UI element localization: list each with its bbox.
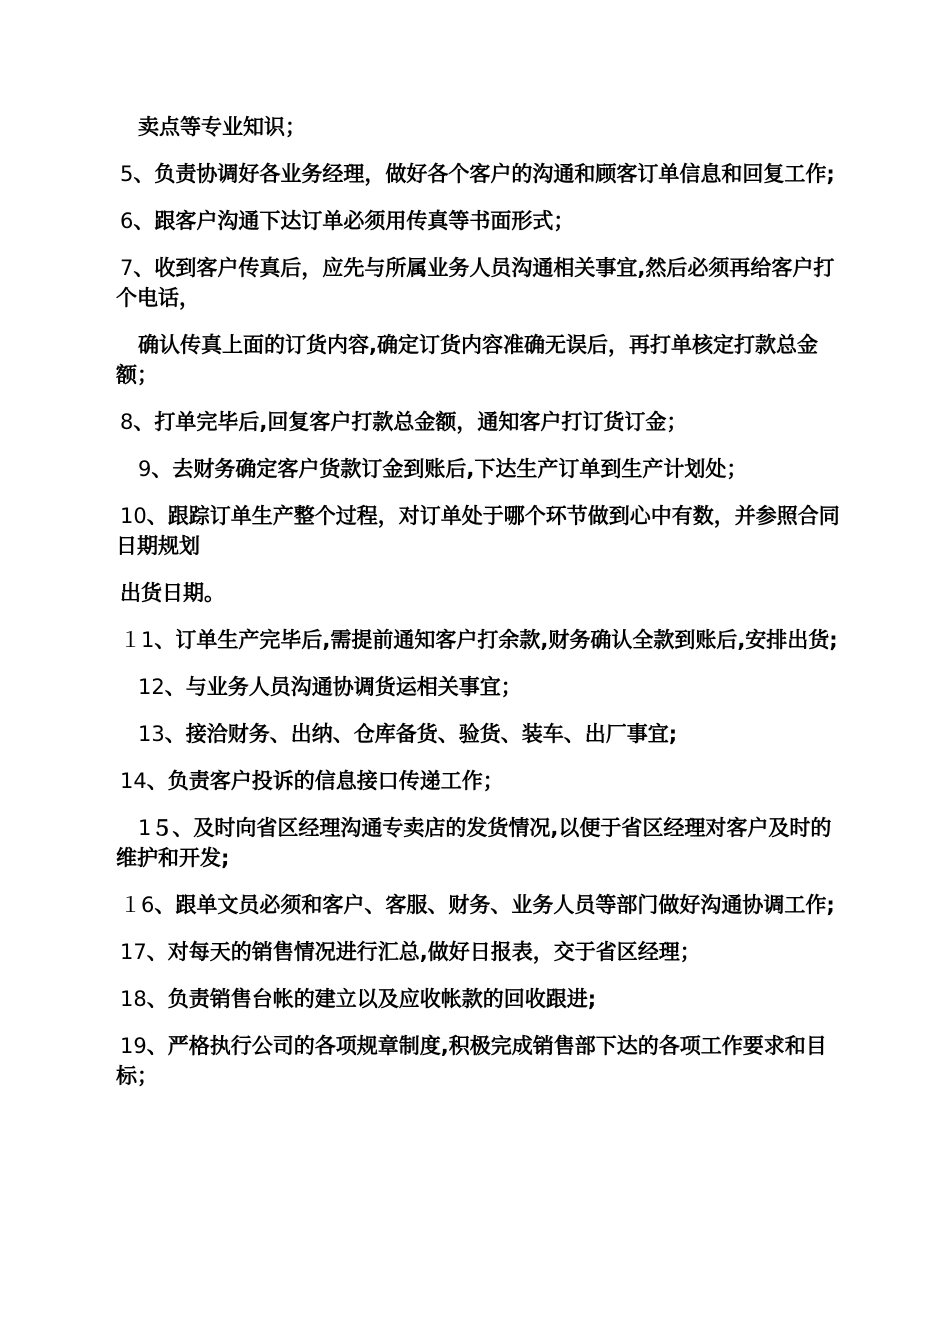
paragraph-item xyxy=(116,253,840,313)
document-body xyxy=(116,112,840,1108)
paragraph-text: 卖点等专业知识； xyxy=(138,115,306,139)
paragraph-text: 、负责客户投诉的信息接口传递工作； xyxy=(146,769,504,793)
paragraph-item xyxy=(116,206,840,236)
paragraph-item xyxy=(116,407,840,437)
paragraph-text: 、接洽财务、出纳、仓库备货、验货、装车、出厂事宜; xyxy=(164,722,678,746)
paragraph-text: 、打单完毕后,回复客户打款总金额，通知客户打订货订金； xyxy=(133,410,688,434)
paragraph-number: 5 xyxy=(120,162,134,186)
paragraph-item xyxy=(116,159,840,189)
paragraph-text: 、与业务人员沟通协调货运相关事宜； xyxy=(164,675,522,699)
paragraph-item xyxy=(116,1031,840,1091)
paragraph-text: 、负责协调好各业务经理，做好各个客户的沟通和顾客订单信息和回复工作; xyxy=(133,162,835,186)
paragraph-text: 、负责销售台帐的建立以及应收帐款的回收跟进; xyxy=(146,987,597,1011)
paragraph-item xyxy=(116,501,840,561)
paragraph-item xyxy=(116,454,840,484)
paragraph-number: 13 xyxy=(138,722,165,746)
paragraph-text: 、跟踪订单生产整个过程，对订单处于哪个环节做到心中有数，并参照合同日期规划 xyxy=(116,504,840,558)
paragraph-text: 出货日期。 xyxy=(120,581,225,605)
paragraph-number: 12 xyxy=(138,675,165,699)
paragraph-number: 8 xyxy=(120,410,134,434)
paragraph-number: １6 xyxy=(120,893,155,917)
paragraph-item xyxy=(116,112,840,142)
paragraph-number: 9 xyxy=(138,457,152,481)
paragraph-text: 、跟客户沟通下达订单必须用传真等书面形式； xyxy=(133,209,575,233)
paragraph-text: 、收到客户传真后，应先与所属业务人员沟通相关事宜,然后必须再给客户打个电话， xyxy=(116,256,835,310)
paragraph-item xyxy=(116,578,840,608)
paragraph-item xyxy=(116,890,840,920)
paragraph-item xyxy=(116,330,840,390)
paragraph-item xyxy=(116,937,840,967)
paragraph-number: 14 xyxy=(120,769,147,793)
paragraph-item xyxy=(116,766,840,796)
paragraph-text: 、订单生产完毕后,需提前通知客户打余款,财务确认全款到账后,安排出货; xyxy=(154,628,838,652)
paragraph-text: 、跟单文员必须和客户、客服、财务、业务人员等部门做好沟通协调工作; xyxy=(154,893,835,917)
paragraph-number: 6 xyxy=(120,209,134,233)
paragraph-number: 18 xyxy=(120,987,147,1011)
paragraph-text: 、对每天的销售情况进行汇总,做好日报表，交于省区经理； xyxy=(146,940,701,964)
paragraph-number: 17 xyxy=(120,940,147,964)
paragraph-number: 7 xyxy=(120,256,134,280)
paragraph-text: 、去财务确定客户货款订金到账后,下达生产订单到生产计划处； xyxy=(151,457,748,481)
paragraph-number: １1 xyxy=(120,628,155,652)
paragraph-item xyxy=(116,672,840,702)
paragraph-number: 19 xyxy=(120,1034,147,1058)
paragraph-number: 1 xyxy=(138,816,152,840)
paragraph-number: 10 xyxy=(120,504,147,528)
paragraph-item xyxy=(116,625,840,655)
paragraph-item xyxy=(116,984,840,1014)
paragraph-item xyxy=(116,719,840,749)
paragraph-text: ５、及时向省区经理沟通专卖店的发货情况,以便于省区经理对客户及时的维护和开发; xyxy=(116,816,832,870)
paragraph-item xyxy=(116,813,840,873)
paragraph-text: 确认传真上面的订货内容,确定订货内容准确无误后，再打单核定打款总金额； xyxy=(116,333,818,387)
paragraph-text: 、严格执行公司的各项规章制度,积极完成销售部下达的各项工作要求和目标； xyxy=(116,1034,827,1088)
